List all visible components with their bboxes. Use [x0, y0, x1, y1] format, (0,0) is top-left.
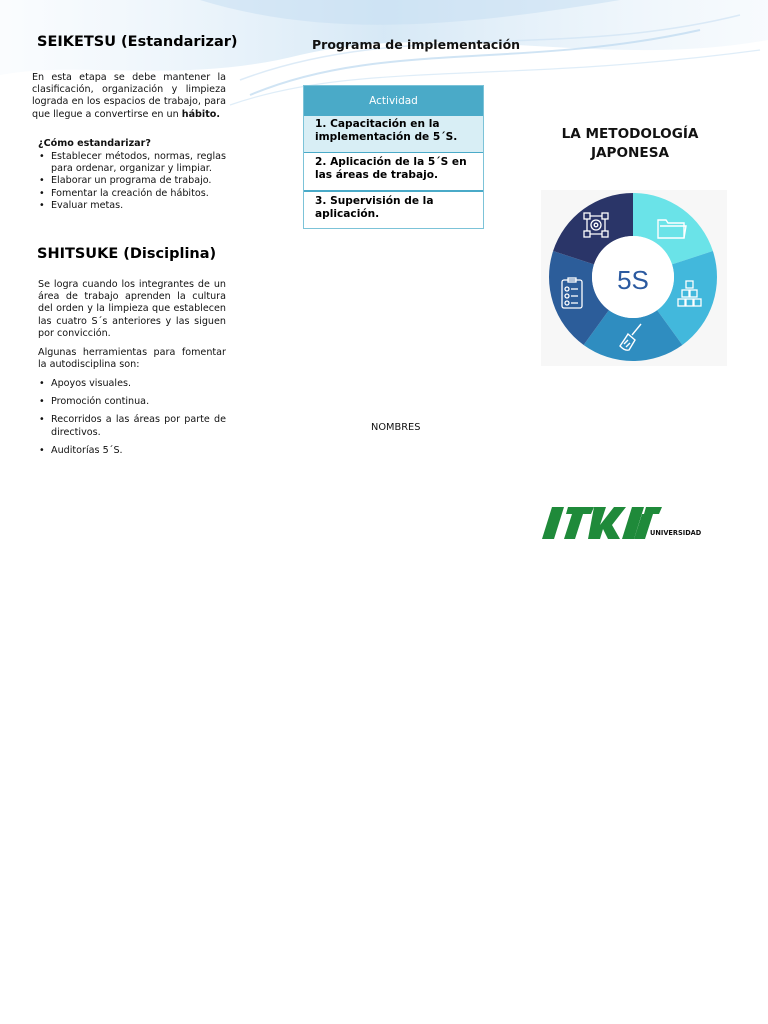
program-title: Programa de implementación — [312, 37, 521, 52]
list-item: • Promoción continua. — [38, 396, 226, 408]
activity-table-header: Actividad — [304, 86, 483, 115]
methodology-title-line2: JAPONESA — [590, 145, 670, 161]
activity-table — [303, 85, 484, 229]
seiketsu-question: ¿Cómo estandarizar? — [38, 138, 151, 149]
5s-ring-graphic — [541, 190, 727, 366]
names-label: NOMBRES — [371, 422, 421, 433]
logo-wordmark: UNIVERSIDAD — [650, 529, 702, 537]
seiketsu-intro-bold: hábito. — [181, 108, 221, 120]
shitsuke-paragraph: Se logra cuando los integrantes de un área de trabajo aprenden la cultura del orden y la limpieza que establecen las cuatro S´s anteriores y las siguen por convicción. — [38, 279, 226, 339]
shitsuke-bullet-list — [38, 378, 226, 457]
list-item: • Apoyos visuales. — [38, 378, 226, 390]
table-row: 2. Aplicación de la 5´S en las áreas de trabajo. — [304, 152, 483, 190]
seiketsu-bullet-list — [38, 151, 226, 212]
logo-glyph — [542, 507, 662, 539]
methodology-title — [545, 125, 715, 163]
list-item: • Evaluar metas. — [38, 200, 226, 212]
list-item: • Auditorías 5´S. — [38, 445, 226, 457]
seiketsu-title: SEIKETSU (Estandarizar) — [37, 34, 238, 50]
shitsuke-tools-intro: Algunas herramientas para fomentar la autodisciplina son: — [38, 347, 226, 371]
list-item: • Establecer métodos, normas, reglas para ordenar, organizar y limpiar. — [38, 151, 226, 175]
list-item: • Recorridos a las áreas por parte de directivos. — [38, 414, 226, 438]
table-row: 3. Supervisión de la aplicación. — [304, 190, 483, 228]
table-row: 1. Capacitación en la implementación de 5´S. — [304, 115, 483, 152]
methodology-title-line1: LA METODOLOGÍA — [561, 126, 699, 142]
list-item: • Elaborar un programa de trabajo. — [38, 175, 226, 187]
university-logo — [542, 505, 712, 543]
seiketsu-intro — [32, 72, 226, 121]
ring-center-label: 5S — [617, 265, 649, 295]
list-item: • Fomentar la creación de hábitos. — [38, 188, 226, 200]
seiketsu-intro-text: En esta etapa se debe mantener la clasificación, organización y limpieza lograda en los espacios de trabajo, para que llegue a convertirse en un — [32, 72, 226, 120]
shitsuke-title: SHITSUKE (Disciplina) — [37, 246, 217, 262]
